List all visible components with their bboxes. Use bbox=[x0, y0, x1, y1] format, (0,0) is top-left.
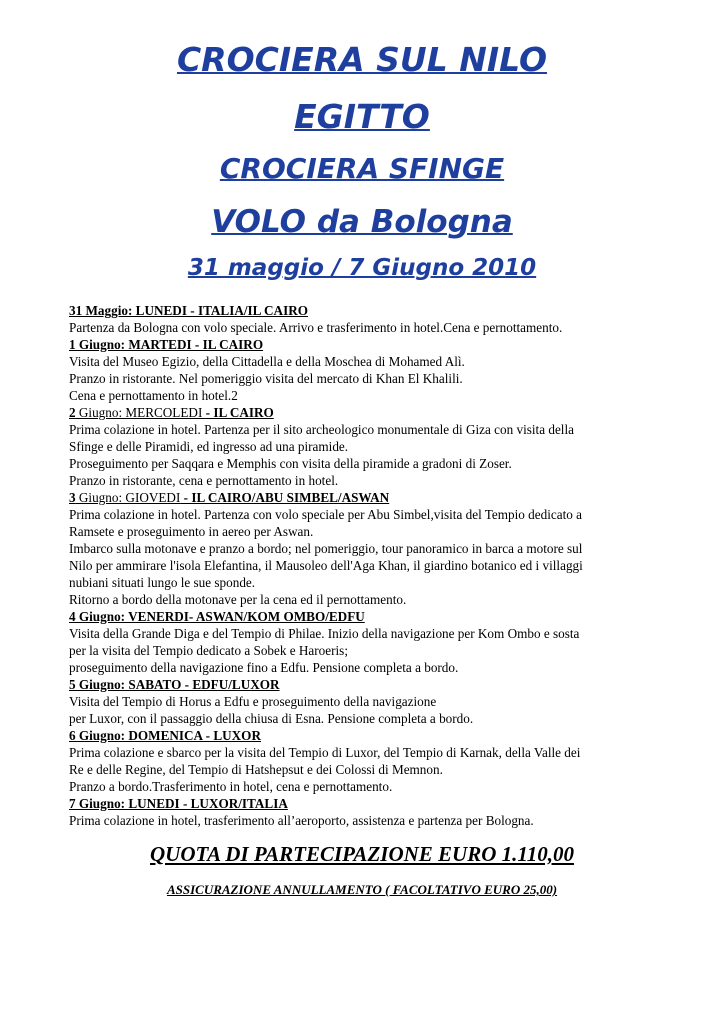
day-description-line: Cena e pernottamento in hotel.2 bbox=[69, 388, 238, 403]
day-heading bbox=[69, 404, 669, 421]
day-description-line: Partenza da Bologna con volo speciale. Arrivo e trasferimento in hotel.Cena e pernottamento. bbox=[69, 320, 563, 335]
day-description-line: Prima colazione in hotel, trasferimento all’aeroporto, assistenza e partenza per Bologna. bbox=[69, 813, 534, 828]
day-description-line: nubiani situati lungo le sue sponde. bbox=[69, 575, 256, 590]
day-heading-bold: 31 Maggio: LUNEDI - ITALIA/IL CAIRO bbox=[69, 303, 308, 318]
day-description-line: Prima colazione in hotel. Partenza con volo speciale per Abu Simbel,visita del Tempio dedicato a bbox=[69, 507, 582, 522]
day-heading-bold: 5 Giugno: SABATO - EDFU/LUXOR bbox=[69, 677, 280, 692]
day-heading bbox=[69, 489, 669, 506]
day-heading-bold: 3 bbox=[69, 490, 76, 505]
day-description-line: Visita della Grande Diga e del Tempio di Philae. Inizio della navigazione per Kom Ombo e sosta bbox=[69, 626, 580, 641]
day-description-line: Pranzo a bordo.Trasferimento in hotel, cena e pernottamento. bbox=[69, 779, 393, 794]
day-heading-route: - IL CAIRO/ABU SIMBEL/ASWAN bbox=[180, 490, 390, 505]
day-heading-bold: 7 Giugno: LUNEDI - LUXOR/ITALIA bbox=[69, 796, 288, 811]
day-heading-bold: 2 bbox=[69, 405, 76, 420]
day-description-line: proseguimento della navigazione fino a Edfu. Pensione completa a bordo. bbox=[69, 660, 459, 675]
day-description-line: Prima colazione e sbarco per la visita del Tempio di Luxor, del Tempio di Karnak, della Valle dei bbox=[69, 745, 581, 760]
day-description-line: Pranzo in ristorante, cena e pernottamento in hotel. bbox=[69, 473, 339, 488]
day-description-line: Pranzo in ristorante. Nel pomeriggio visita del mercato di Khan El Khalili. bbox=[69, 371, 463, 386]
day-description-line: Visita del Tempio di Horus a Edfu e proseguimento della navigazione bbox=[69, 694, 437, 709]
day-description-line: per la visita del Tempio dedicato a Sobek e Haroeris; bbox=[69, 643, 348, 658]
title-egitto: EGITTO bbox=[294, 97, 430, 136]
title-crociera-sul-nilo: CROCIERA SUL NILO bbox=[176, 40, 548, 79]
day-heading bbox=[69, 302, 669, 319]
day-description-line: Ramsete e proseguimento in aereo per Aswan. bbox=[69, 524, 314, 539]
price-heading: QUOTA DI PARTECIPAZIONE EURO 1.110,00 bbox=[150, 842, 574, 866]
day-heading bbox=[69, 727, 669, 744]
day-description-line: Visita del Museo Egizio, della Cittadella e della Moschea di Mohamed Alì. bbox=[69, 354, 465, 369]
title-dates: 31 maggio / 7 Giugno 2010 bbox=[187, 255, 537, 281]
day-heading-bold: 4 Giugno: VENERDI- ASWAN/KOM OMBO/EDFU bbox=[69, 609, 365, 624]
day-description-line: Imbarco sulla motonave e pranzo a bordo; nel pomeriggio, tour panoramico in barca a motore sul bbox=[69, 541, 583, 556]
day-heading bbox=[69, 336, 669, 353]
day-description-line: Prima colazione in hotel. Partenza per il sito archeologico monumentale di Giza con visita della bbox=[69, 422, 574, 437]
day-description-line: Re e delle Regine, del Tempio di Hatshepsut e dei Colossi di Memnon. bbox=[69, 762, 443, 777]
day-description-line: Ritorno a bordo della motonave per la cena ed il pernottamento. bbox=[69, 592, 407, 607]
day-heading-plain: Giugno: MERCOLEDI bbox=[75, 405, 206, 420]
insurance-note: ASSICURAZIONE ANNULLAMENTO ( FACOLTATIVO EURO 25,00) bbox=[166, 882, 558, 897]
day-heading bbox=[69, 676, 669, 693]
day-heading-bold: 1 Giugno: MARTEDI - IL CAIRO bbox=[69, 337, 264, 352]
day-heading-plain: Giugno: GIOVEDI bbox=[75, 490, 181, 505]
title-volo-bologna: VOLO da Bologna bbox=[211, 204, 513, 240]
day-heading-bold: 6 Giugno: DOMENICA - LUXOR bbox=[69, 728, 261, 743]
day-heading bbox=[69, 608, 669, 625]
day-heading bbox=[69, 795, 669, 812]
day-description-line: Sfinge e delle Piramidi, ed ingresso ad una piramide. bbox=[69, 439, 349, 454]
day-heading-route: - IL CAIRO bbox=[205, 405, 274, 420]
itinerary-body bbox=[69, 302, 669, 829]
day-description-line: Nilo per ammirare l'isola Elefantina, il Mausoleo dell'Aga Khan, il giardino botanico ed i villaggi bbox=[69, 558, 583, 573]
day-description-line: Proseguimento per Saqqara e Memphis con visita della piramide a gradoni di Zoser. bbox=[69, 456, 512, 471]
title-crociera-sfinge: CROCIERA SFINGE bbox=[219, 152, 505, 185]
day-description-line: per Luxor, con il passaggio della chiusa di Esna. Pensione completa a bordo. bbox=[69, 711, 474, 726]
